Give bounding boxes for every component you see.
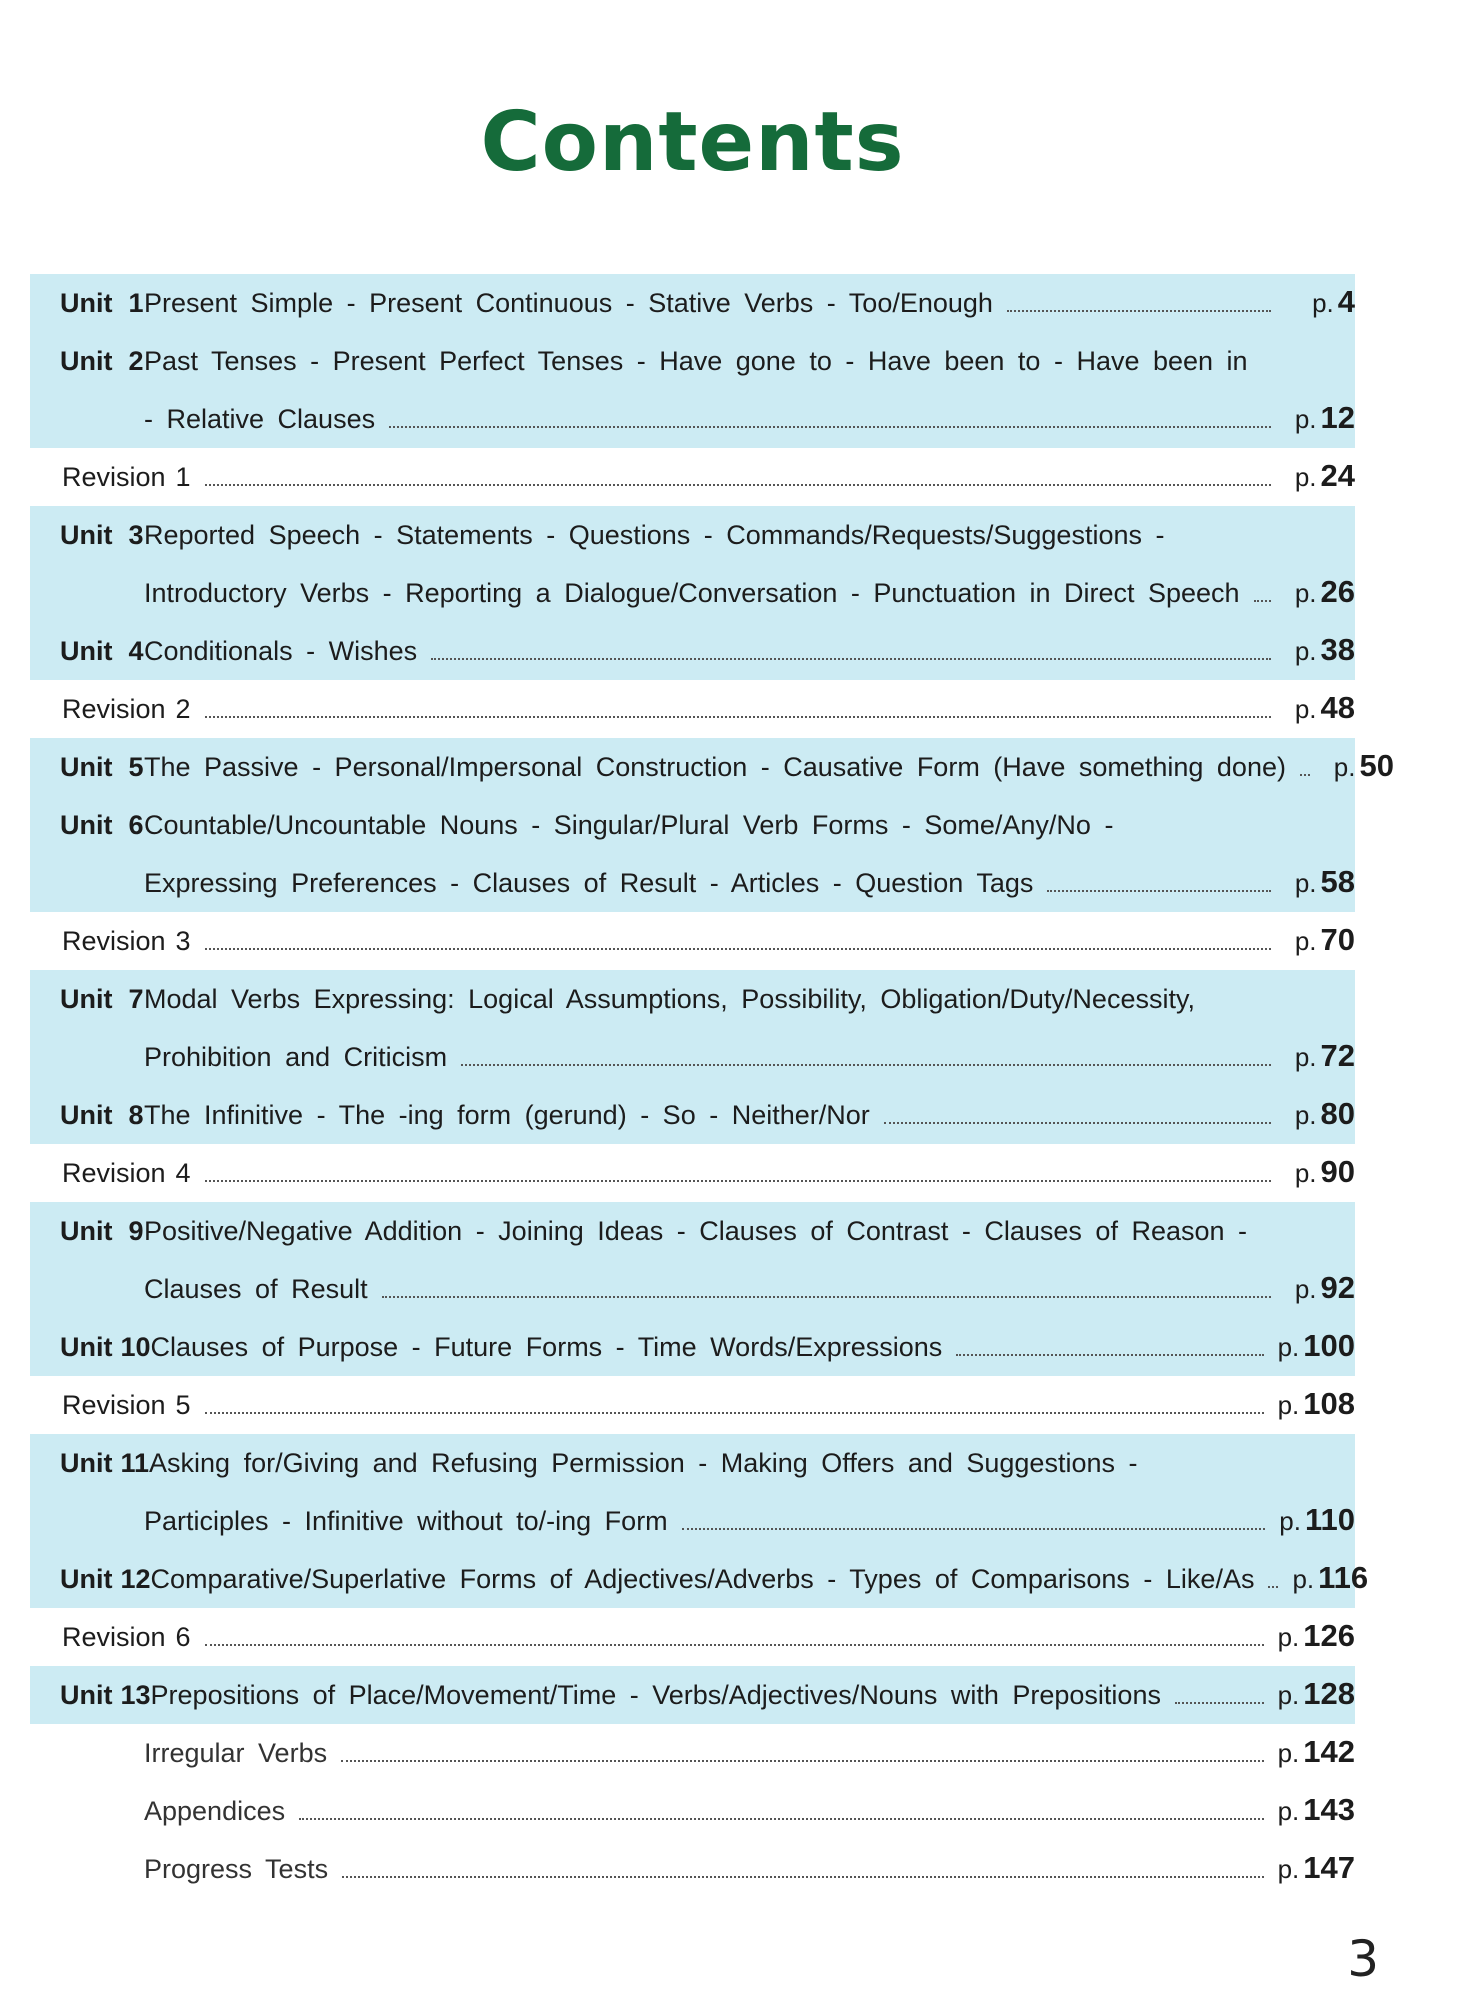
appendix-entry[interactable]	[30, 1782, 1355, 1840]
page-value: 58	[1320, 864, 1355, 899]
unit-word: Unit	[60, 1448, 113, 1478]
dot-leader	[1268, 1585, 1278, 1588]
dot-leader	[884, 1121, 1271, 1124]
unit-number: 1	[128, 288, 144, 318]
revision-word: Revision	[62, 462, 166, 492]
page-reference	[1277, 1792, 1355, 1827]
revision-word: Revision	[62, 1390, 166, 1420]
page-reference	[1285, 632, 1355, 667]
unit-group-group	[30, 1666, 1355, 1724]
page-reference	[1285, 1270, 1355, 1305]
page-reference	[1279, 1502, 1355, 1537]
unit-label	[30, 1332, 151, 1362]
page-reference	[1285, 574, 1355, 609]
page-reference	[1277, 1676, 1355, 1711]
page-reference	[1285, 922, 1355, 957]
page-reference	[1277, 1618, 1355, 1653]
unit-word: Unit	[60, 1100, 113, 1130]
unit-group-group	[30, 970, 1355, 1144]
unit-entry[interactable]	[30, 796, 1355, 912]
unit-label	[30, 1448, 149, 1478]
page-value: 126	[1303, 1618, 1355, 1653]
page-prefix: p.	[1294, 694, 1317, 724]
unit-word: Unit	[60, 1332, 113, 1362]
entry-title: Prohibition and Criticism	[144, 1042, 448, 1072]
revision-entry[interactable]	[30, 448, 1355, 506]
entry-title: Comparative/Superlative Forms of Adjectives/Adverbs - Types of Comparisons - Like/As	[150, 1564, 1255, 1594]
unit-number: 9	[128, 1216, 144, 1246]
entry-title: Participles - Infinitive without to/-ing Form	[144, 1506, 668, 1536]
unit-label	[30, 520, 144, 550]
page-prefix: p.	[1294, 926, 1317, 956]
entry-title: Past Tenses - Present Perfect Tenses - Have gone to - Have been to - Have been in	[144, 346, 1248, 376]
revision-number: 1	[175, 462, 191, 492]
unit-number: 12	[120, 1564, 151, 1594]
table-of-contents	[30, 274, 1394, 1898]
entry-title: The Passive - Personal/Impersonal Construction - Causative Form (Have something done)	[144, 752, 1286, 782]
unit-group-group	[30, 1434, 1369, 1608]
page-value: 143	[1303, 1792, 1355, 1827]
unit-group-group	[30, 506, 1355, 680]
entry-title: Asking for/Giving and Refusing Permission - Making Offers and Suggestions -	[149, 1448, 1138, 1478]
page-value: 50	[1359, 748, 1394, 783]
page-reference	[1285, 864, 1355, 899]
unit-entry[interactable]	[30, 622, 1355, 680]
revision-group	[30, 1144, 1355, 1202]
page-value: 116	[1318, 1560, 1369, 1595]
entry-title: Appendices	[144, 1796, 286, 1826]
revision-group	[30, 1608, 1355, 1666]
revision-entry[interactable]	[30, 680, 1355, 738]
revision-number: 2	[175, 694, 191, 724]
page-value: 70	[1320, 922, 1355, 957]
unit-entry[interactable]	[30, 1434, 1355, 1550]
entry-title: Positive/Negative Addition - Joining Ideas - Clauses of Contrast - Clauses of Reason -	[144, 1216, 1248, 1246]
entry-title: - Relative Clauses	[144, 404, 376, 434]
page-title: Contents	[480, 95, 905, 190]
dot-leader	[341, 1759, 1263, 1762]
unit-label	[30, 346, 144, 376]
revision-number: 3	[175, 926, 191, 956]
revision-number: 5	[175, 1390, 191, 1420]
unit-entry[interactable]	[30, 738, 1394, 796]
unit-group-group	[30, 274, 1355, 448]
page-reference	[1285, 400, 1355, 435]
dot-leader	[205, 1179, 1271, 1182]
revision-label	[30, 462, 191, 492]
page-reference	[1285, 1096, 1355, 1131]
entry-title: Introductory Verbs - Reporting a Dialogue/Conversation - Punctuation in Direct Speech	[144, 578, 1240, 608]
revision-label	[30, 926, 191, 956]
unit-word: Unit	[60, 752, 113, 782]
page-prefix: p.	[1294, 1042, 1317, 1072]
unit-number: 6	[128, 810, 144, 840]
page-prefix: p.	[1294, 636, 1317, 666]
entry-title: Clauses of Purpose - Future Forms - Time Words/Expressions	[150, 1332, 943, 1362]
revision-group	[30, 448, 1355, 506]
dot-leader	[382, 1295, 1271, 1298]
page-prefix: p.	[1333, 752, 1356, 782]
unit-label	[30, 636, 144, 666]
unit-entry[interactable]	[30, 274, 1355, 332]
dot-leader	[205, 715, 1271, 718]
unit-entry[interactable]	[30, 1666, 1355, 1724]
unit-number: 11	[120, 1448, 150, 1478]
revision-word: Revision	[62, 694, 166, 724]
unit-label	[30, 810, 144, 840]
page-value: 110	[1304, 1502, 1355, 1537]
unit-entry[interactable]	[30, 1086, 1355, 1144]
page-prefix: p.	[1277, 1680, 1300, 1710]
revision-label	[30, 1390, 191, 1420]
page-reference	[1324, 748, 1394, 783]
revision-group	[30, 680, 1355, 738]
unit-word: Unit	[60, 346, 113, 376]
unit-number: 7	[128, 984, 144, 1014]
page-prefix: p.	[1294, 1158, 1317, 1188]
unit-number: 4	[128, 636, 144, 666]
dot-leader	[205, 1643, 1264, 1646]
entry-title: Expressing Preferences - Clauses of Result - Articles - Question Tags	[144, 868, 1034, 898]
revision-group	[30, 1376, 1355, 1434]
dot-leader	[682, 1527, 1266, 1530]
page-prefix: p.	[1294, 1100, 1317, 1130]
page-prefix: p.	[1277, 1622, 1300, 1652]
unit-number: 5	[128, 752, 144, 782]
page-prefix: p.	[1294, 1274, 1317, 1304]
dot-leader	[205, 483, 1271, 486]
page-value: 142	[1303, 1734, 1355, 1769]
dot-leader	[1300, 773, 1310, 776]
dot-leader	[1254, 599, 1271, 602]
dot-leader	[461, 1063, 1271, 1066]
page-value: 80	[1320, 1096, 1355, 1131]
unit-label	[30, 1100, 144, 1130]
revision-number: 4	[175, 1158, 191, 1188]
page-prefix: p.	[1294, 868, 1317, 898]
entry-title: The Infinitive - The -ing form (gerund) - So - Neither/Nor	[144, 1100, 870, 1130]
entry-title: Prepositions of Place/Movement/Time - Verbs/Adjectives/Nouns with Prepositions	[150, 1680, 1161, 1710]
revision-label	[30, 694, 191, 724]
unit-word: Unit	[60, 636, 113, 666]
page-value: 12	[1320, 400, 1355, 435]
appendix-entry[interactable]	[30, 1840, 1355, 1898]
revision-word: Revision	[62, 1158, 166, 1188]
unit-number: 10	[120, 1332, 151, 1362]
unit-entry[interactable]	[30, 1318, 1355, 1376]
unit-word: Unit	[60, 810, 113, 840]
unit-number: 8	[128, 1100, 144, 1130]
page-reference	[1277, 1850, 1355, 1885]
unit-label	[30, 984, 144, 1014]
page-prefix: p.	[1277, 1854, 1300, 1884]
page-reference	[1285, 1038, 1355, 1073]
page-prefix: p.	[1279, 1506, 1301, 1536]
entry-title: Irregular Verbs	[144, 1738, 328, 1768]
dot-leader	[205, 947, 1271, 950]
dot-leader	[1007, 309, 1271, 312]
entry-title: Reported Speech - Statements - Questions - Commands/Requests/Suggestions -	[144, 520, 1165, 550]
page-prefix: p.	[1277, 1796, 1300, 1826]
page-prefix: p.	[1277, 1332, 1300, 1362]
revision-group	[30, 912, 1355, 970]
unit-word: Unit	[60, 1216, 113, 1246]
page-value: 147	[1303, 1850, 1355, 1885]
appendix-group	[30, 1724, 1355, 1898]
page-reference	[1285, 690, 1355, 725]
revision-label	[30, 1622, 191, 1652]
page-reference	[1277, 1328, 1355, 1363]
unit-word: Unit	[60, 1564, 113, 1594]
page-prefix: p.	[1294, 578, 1317, 608]
dot-leader	[431, 657, 1271, 660]
page-value: 108	[1303, 1386, 1355, 1421]
unit-number: 13	[120, 1680, 151, 1710]
revision-entry[interactable]	[30, 912, 1355, 970]
page-value: 48	[1320, 690, 1355, 725]
page-value: 72	[1320, 1038, 1355, 1073]
entry-title: Clauses of Result	[144, 1274, 368, 1304]
unit-label	[30, 1680, 151, 1710]
dot-leader	[342, 1875, 1264, 1878]
revision-number: 6	[175, 1622, 191, 1652]
unit-entry[interactable]	[30, 970, 1355, 1086]
page-prefix: p.	[1312, 288, 1334, 318]
page-prefix: p.	[1277, 1738, 1300, 1768]
revision-word: Revision	[62, 926, 166, 956]
unit-word: Unit	[60, 288, 113, 318]
page-value: 128	[1303, 1676, 1355, 1711]
page-prefix: p.	[1292, 1564, 1315, 1594]
revision-label	[30, 1158, 191, 1188]
entry-title: Countable/Uncountable Nouns - Singular/Plural Verb Forms - Some/Any/No -	[144, 810, 1114, 840]
page-prefix: p.	[1294, 462, 1317, 492]
page-prefix: p.	[1294, 404, 1317, 434]
page-reference	[1277, 1734, 1355, 1769]
page-prefix: p.	[1277, 1390, 1300, 1420]
page-reference	[1285, 458, 1355, 493]
page-reference	[1292, 1560, 1369, 1595]
page-reference	[1285, 284, 1355, 319]
unit-entry[interactable]	[30, 506, 1355, 622]
unit-label	[30, 288, 144, 318]
dot-leader	[205, 1411, 1264, 1414]
unit-word: Unit	[60, 1680, 113, 1710]
page-value: 26	[1320, 574, 1355, 609]
page-reference	[1277, 1386, 1355, 1421]
dot-leader	[1047, 889, 1271, 892]
revision-entry[interactable]	[30, 1376, 1355, 1434]
entry-title: Modal Verbs Expressing: Logical Assumptions, Possibility, Obligation/Duty/Necessity,	[144, 984, 1195, 1014]
page-value: 90	[1320, 1154, 1355, 1189]
dot-leader	[1175, 1701, 1264, 1704]
page-value: 4	[1337, 284, 1355, 319]
unit-label	[30, 1216, 144, 1246]
unit-word: Unit	[60, 520, 113, 550]
page-value: 92	[1320, 1270, 1355, 1305]
entry-title: Progress Tests	[144, 1854, 329, 1884]
page-number: 3	[1347, 1930, 1379, 1988]
page-reference	[1285, 1154, 1355, 1189]
unit-number: 2	[128, 346, 144, 376]
page-value: 100	[1303, 1328, 1355, 1363]
revision-entry[interactable]	[30, 1144, 1355, 1202]
unit-entry[interactable]	[30, 1202, 1355, 1318]
unit-group-group	[30, 738, 1394, 912]
unit-entry[interactable]	[30, 332, 1355, 448]
revision-entry[interactable]	[30, 1608, 1355, 1666]
page-value: 24	[1320, 458, 1355, 493]
unit-group-group	[30, 1202, 1355, 1376]
entry-title: Conditionals - Wishes	[144, 636, 418, 666]
appendix-entry[interactable]	[30, 1724, 1355, 1782]
unit-entry[interactable]	[30, 1550, 1369, 1608]
dot-leader	[389, 425, 1271, 428]
unit-word: Unit	[60, 984, 113, 1014]
entry-title: Present Simple - Present Continuous - Stative Verbs - Too/Enough	[144, 288, 993, 318]
dot-leader	[956, 1353, 1263, 1356]
revision-word: Revision	[62, 1622, 166, 1652]
page-value: 38	[1320, 632, 1355, 667]
unit-label	[30, 1564, 151, 1594]
unit-label	[30, 752, 144, 782]
unit-number: 3	[128, 520, 144, 550]
dot-leader	[299, 1817, 1263, 1820]
